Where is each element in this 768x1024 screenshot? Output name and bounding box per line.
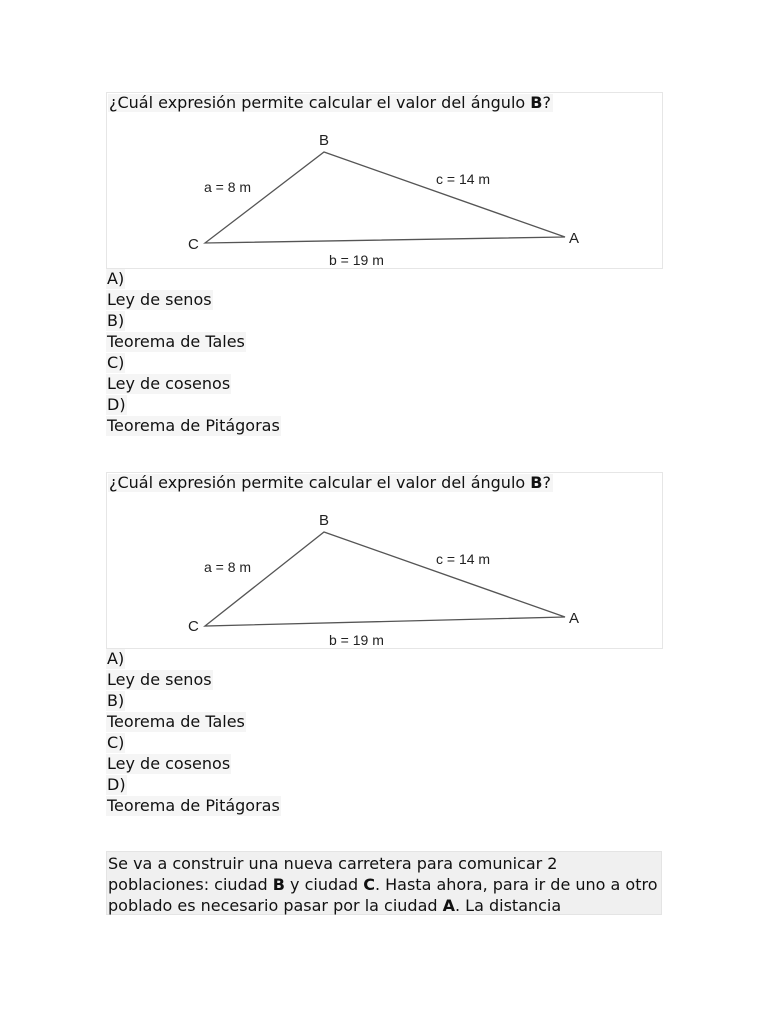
options-list [106, 649, 663, 816]
question-1 [106, 92, 663, 437]
side-a-label: a = 8 m [204, 559, 252, 575]
option-b-letter[interactable]: B) [107, 691, 125, 710]
vertex-a-label: A [569, 610, 580, 627]
option-a-letter[interactable]: A) [107, 649, 125, 668]
option-a-text[interactable]: Ley de senos [107, 670, 212, 689]
vertex-c-label: C [188, 236, 199, 253]
option-d-text[interactable]: Teorema de Pitágoras [107, 796, 280, 815]
question-card [106, 472, 663, 649]
triangle-figure [107, 473, 664, 648]
option-b-letter[interactable]: B) [107, 311, 125, 330]
side-a-label: a = 8 m [204, 179, 252, 195]
vertex-c-label: C [188, 618, 199, 635]
option-d-text[interactable]: Teorema de Pitágoras [107, 416, 280, 435]
question-2 [106, 472, 663, 817]
vertex-b-label: B [319, 132, 330, 149]
option-c-letter[interactable]: C) [107, 733, 125, 752]
option-c-text[interactable]: Ley de cosenos [107, 754, 231, 773]
triangle-figure [107, 93, 664, 268]
option-c-letter[interactable]: C) [107, 353, 125, 372]
side-c-label: c = 14 m [436, 171, 491, 187]
side-b-label: b = 19 m [329, 252, 384, 268]
option-a-text[interactable]: Ley de senos [107, 290, 212, 309]
problem-3-paragraph: Se va a construir una nueva carretera para comunicar 2 poblaciones: ciudad B y ciudad C. Hasta ahora, para ir de uno a otro poblado es necesario pasar por la ciudad A. La distancia [106, 851, 662, 915]
side-c-label: c = 14 m [436, 551, 491, 567]
question-prompt: ¿Cuál expresión permite calcular el valor del ángulo B? [109, 93, 551, 112]
side-b-label: b = 19 m [329, 632, 384, 648]
option-b-text[interactable]: Teorema de Tales [107, 332, 245, 351]
option-c-text[interactable]: Ley de cosenos [107, 374, 231, 393]
question-prompt: ¿Cuál expresión permite calcular el valor del ángulo B? [109, 473, 551, 492]
options-list [106, 269, 663, 436]
vertex-b-label: B [319, 512, 330, 529]
option-d-letter[interactable]: D) [107, 395, 126, 414]
triangle-shape [205, 152, 565, 243]
triangle-shape [205, 532, 565, 626]
question-card [106, 92, 663, 269]
option-a-letter[interactable]: A) [107, 269, 125, 288]
option-b-text[interactable]: Teorema de Tales [107, 712, 245, 731]
vertex-a-label: A [569, 230, 580, 247]
option-d-letter[interactable]: D) [107, 775, 126, 794]
